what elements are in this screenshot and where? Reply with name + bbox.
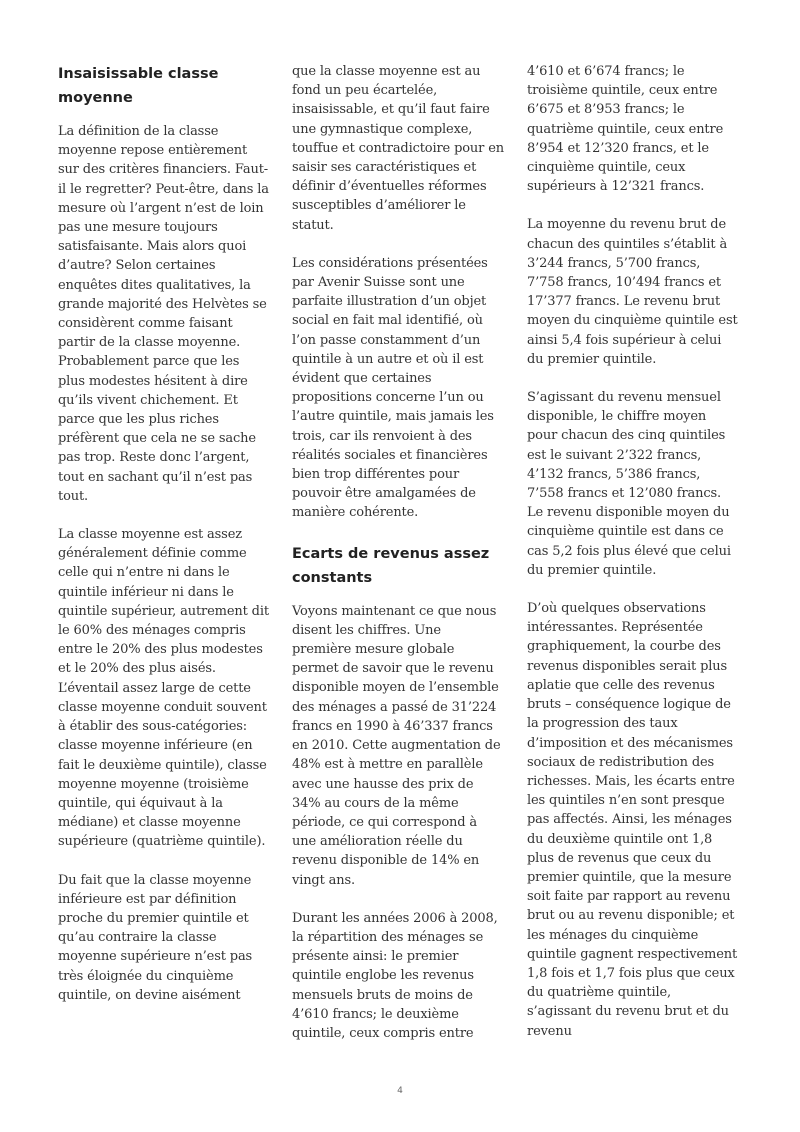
paragraph: que la classe moyenne est au fond un peu écartelée, insaisissable, et qu’il faut faire une gymnastique complexe, touffue et contradictoire pour en saisir ses caractéristiques et définir d’éventuelles réformes susceptibles d’améliorer le statut. (292, 64, 504, 233)
paragraph: 4’610 et 6’674 francs; le troisième quintile, ceux entre 6’675 et 8’953 francs; le quatrième quintile, ceux entre 8’954 et 12’320 francs, et le cinquième quintile, ceux supérieurs à 12’321 francs. (527, 64, 724, 195)
section-heading-ecarts: Ecarts de revenus assez constants (292, 545, 490, 586)
section-heading-insaisissable: Insaisissable classe moyenne (58, 66, 219, 106)
page-number: 4 (397, 1086, 403, 1096)
column-3 (527, 62, 739, 1060)
paragraph: Les considérations présentées par Avenir Suisse sont une parfaite illustration d’un objet social en fait mal identifié, où l’on passe constamment d’un quintile à un autre et où il est évident que certaines propositions concerne l’un ou l’autre quintile, mais jamais les trois, car ils renvoient à des réalités sociales et financières bien trop différentes pour pouvoir être amalgamées de manière cohérente. (292, 255, 494, 521)
paragraph: La définition de la classe moyenne repose entièrement sur des critères financiers. Faut-il le regretter? Peut-être, dans la mesure où l’argent n’est de loin pas une mesure toujours satisfaisante. Mais alors quoi d’autre? Selon certaines enquêtes dites qualitatives, la grande majorité des Helvètes se considèrent comme faisant partir de la classe moyenne. Probablement parce que les plus modestes hésitent à dire qu’ils vivent chichement. Et parce que les plus riches préfèrent que cela ne se sache pas trop. Reste donc l’argent, tout en sachant qu’il n’est pas tout. (58, 124, 269, 504)
paragraph: D’où quelques observations intéressantes. Représentée graphiquement, la courbe des revenus disponibles serait plus aplatie que celle des revenus bruts – conséquence logique de la progression des taux d’imposition et des mécanismes sociaux de redistribution des richesses. Mais, les écarts entre les quintiles n’en sont presque pas affectés. Ainsi, les ménages du deuxième quintile ont 1,8 plus de revenus que ceux du premier quintile, que la mesure soit faite par rapport au revenu brut ou au revenu disponible; et les ménages du cinquième quintile gagnent respectivement 1,8 fois et 1,7 fois plus que ceux du quatrième quintile, s’agissant du revenu brut et du revenu (527, 601, 738, 1039)
column-1 (58, 62, 270, 1024)
paragraph: S’agissant du revenu mensuel disponible, le chiffre moyen pour chacun des cinq quintiles est le suivant 2’322 francs, 4’132 francs, 5’386 francs, 7’558 francs et 12’080 francs. Le revenu disponible moyen du cinquième quintile est dans ce cas 5,2 fois plus élevé que celui du premier quintile. (527, 390, 731, 578)
column-2 (292, 62, 504, 1062)
paragraph: Voyons maintenant ce que nous disent les chiffres. Une première mesure globale permet de savoir que le revenu disponible moyen de l’ensemble des ménages a passé de 31’224 francs en 1990 à 46’337 francs en 2010. Cette augmentation de 48% est à mettre en parallèle avec une hausse des prix de 34% au cours de la même période, ce qui correspond à une amélioration réelle du revenu disponible de 14% en vingt ans. (292, 603, 501, 888)
paragraph: La moyenne du revenu brut de chacun des quintiles s’établit à 3’244 francs, 5’700 francs, 7’758 francs, 10’494 francs et 17’377 francs. Le revenu brut moyen du cinquième quintile est ainsi 5,4 fois supérieur à celui du premier quintile. (527, 217, 738, 367)
paragraph: Du fait que la classe moyenne inférieure est par définition proche du premier quintile et qu’au contraire la classe moyenne supérieure n’est pas très éloignée du cinquième quintile, on devine aisément (58, 872, 253, 1003)
paragraph: Durant les années 2006 à 2008, la répartition des ménages se présente ainsi: le premier quintile englobe les revenus mensuels bruts de moins de 4’610 francs; le deuxième quintile, ceux compris entre (292, 910, 498, 1041)
paragraph: La classe moyenne est assez généralement définie comme celle qui n’entre ni dans le quintile inférieur ni dans le quintile supérieur, autrement dit le 60% des ménages compris entre le 20% des plus modestes et le 20% des plus aisés. L’éventail assez large de cette classe moyenne conduit souvent à établir des sous-catégories: classe moyenne inférieure (en fait le deuxième quintile), classe moyenne moyenne (troisième quintile, qui équivaut à la médiane) et classe moyenne supérieure (quatrième quintile). (58, 527, 269, 850)
